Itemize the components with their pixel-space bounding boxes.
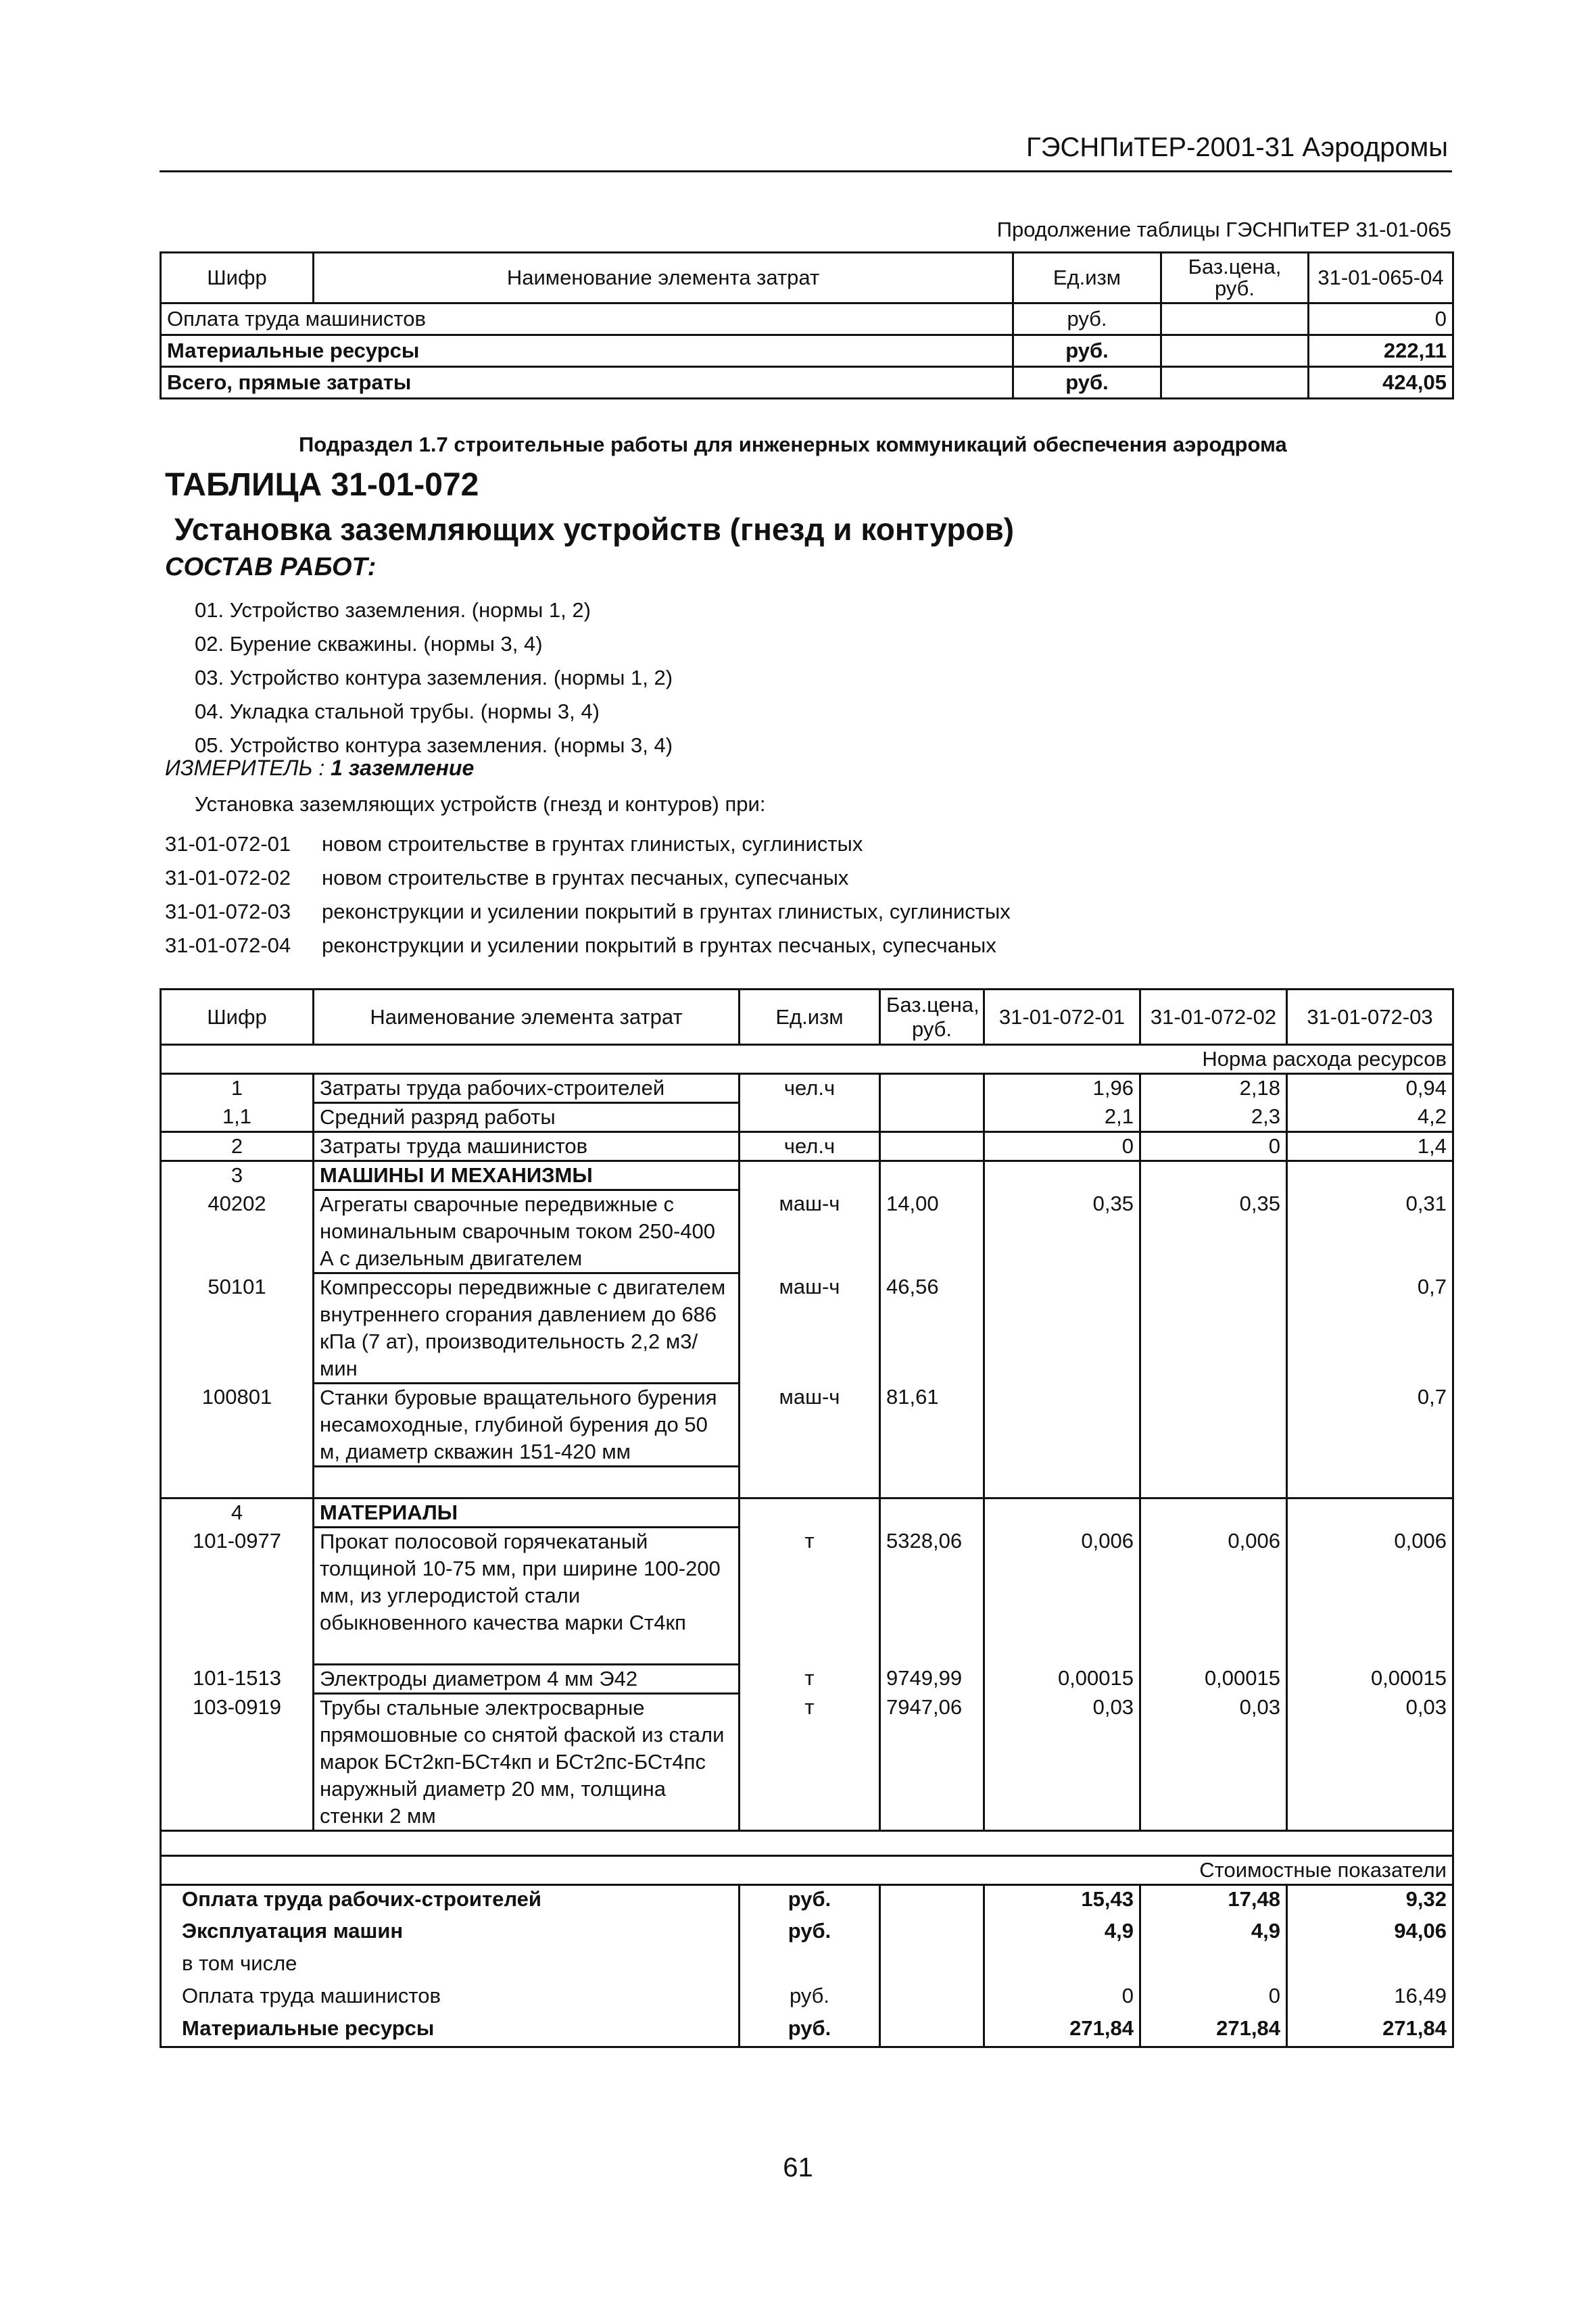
table-row [161,1103,1453,1132]
cost-value-1: 15,43 [984,1885,1140,1918]
row-value-3: 0,00015 [1287,1665,1453,1694]
table-row [161,1074,1453,1103]
table-row [161,1528,1453,1665]
row-value: 424,05 [1309,367,1453,399]
cost-name: Оплата труда машинистов [161,1982,740,2015]
row-price [880,1161,984,1190]
table-title: Установка заземляющих устройств (гнезд и контуров) [174,512,1015,547]
table-row [161,1665,1453,1694]
row-price: 7947,06 [880,1694,984,1831]
table-row [161,367,1453,399]
row-value-3: 0,006 [1287,1528,1453,1665]
row-price [880,1498,984,1528]
variant-item [165,861,1011,895]
row-price: 81,61 [880,1384,984,1467]
row-value-2: 2,3 [1140,1103,1287,1132]
row-name: Затраты труда машинистов [314,1132,740,1161]
row-value-2 [1140,1498,1287,1528]
row-code: 4 [161,1498,314,1528]
cost-row [161,1885,1453,1918]
table-row [161,1694,1453,1831]
row-code: 103-0919 [161,1694,314,1831]
row-name: Средний разряд работы [314,1103,740,1132]
variant-text: реконструкции и усилении покрытий в грунтах глинистых, суглинистых [322,900,1011,923]
row-unit: маш-ч [740,1384,880,1467]
row-name: Оплата труда машинистов [161,303,1013,335]
cost-value-2: 4,9 [1140,1918,1287,1950]
row-value-2: 0,35 [1140,1190,1287,1273]
row-value-2: 0 [1140,1132,1287,1161]
row-value: 222,11 [1309,335,1453,367]
table-row [161,1161,1453,1190]
col-header-price: Баз.цена, руб. [880,990,984,1045]
row-unit [740,1103,880,1132]
row-name: Всего, прямые затраты [161,367,1013,399]
row-value-2 [1140,1384,1287,1467]
table-row [161,1498,1453,1528]
row-name: Станки буровые вращательного бурения несамоходные, глубиной бурения до 50 м, диаметр скважин 151-420 мм [314,1384,740,1467]
row-unit: маш-ч [740,1190,880,1273]
row-unit: чел.ч [740,1074,880,1103]
variant-text: новом строительстве в грунтах песчаных, супесчаных [322,866,849,890]
row-unit: руб. [1013,367,1161,399]
row-value-3 [1287,1161,1453,1190]
row-price [1161,335,1309,367]
row-value-2 [1140,1161,1287,1190]
row-name: Электроды диаметром 4 мм Э42 [314,1665,740,1694]
row-code: 50101 [161,1273,314,1384]
variant-code: 31-01-072-02 [165,866,291,890]
row-value-3 [1287,1498,1453,1528]
works-heading: СОСТАВ РАБОТ: [165,553,377,581]
cost-value-3: 271,84 [1287,2015,1453,2047]
col-header-code: Шифр [161,990,314,1045]
col-header-unit: Ед.изм [1013,253,1161,303]
variants-intro: Установка заземляющих устройств (гнезд и контуров) при: [195,792,766,816]
table-row [161,1132,1453,1161]
cost-unit: руб. [740,2015,880,2047]
row-name: МАШИНЫ И МЕХАНИЗМЫ [314,1161,740,1190]
cost-value-1 [984,1950,1140,1982]
cost-section-label: Стоимостные показатели [161,1856,1453,1885]
norms-table [160,988,1454,2048]
row-unit: руб. [1013,335,1161,367]
row-code: 40202 [161,1190,314,1273]
norm-section-label: Норма расхода ресурсов [161,1045,1453,1074]
row-price [880,1132,984,1161]
row-code: 1 [161,1074,314,1103]
row-code: 3 [161,1161,314,1190]
row-value-1 [984,1161,1140,1190]
cost-value-3 [1287,1950,1453,1982]
cost-unit: руб. [740,1982,880,2015]
variant-text: реконструкции и усилении покрытий в грунтах песчаных, супесчаных [322,933,996,957]
variant-code: 31-01-072-04 [165,933,291,957]
row-unit [740,1498,880,1528]
row-value-1: 0,03 [984,1694,1140,1831]
cost-value-3: 9,32 [1287,1885,1453,1918]
row-value-1: 2,1 [984,1103,1140,1132]
row-value-3: 4,2 [1287,1103,1453,1132]
cost-unit [740,1950,880,1982]
row-price [1161,303,1309,335]
col-header-code: Шифр [161,253,314,303]
row-name: МАТЕРИАЛЫ [314,1498,740,1528]
row-value-3: 0,03 [1287,1694,1453,1831]
variant-text: новом строительстве в грунтах глинистых, суглинистых [322,832,863,856]
row-unit: чел.ч [740,1132,880,1161]
running-header [160,127,1452,172]
row-value-1: 0 [984,1132,1140,1161]
cost-unit: руб. [740,1885,880,1918]
header-title: ГЭСНПиТЕР-2001-31 Аэродромы [1026,132,1448,162]
continuation-table [160,251,1454,399]
row-price: 9749,99 [880,1665,984,1694]
continuation-caption: Продолжение таблицы ГЭСНПиТЕР 31-01-065 [996,218,1451,241]
col-header-norm-1: 31-01-072-01 [984,990,1140,1045]
variant-code: 31-01-072-03 [165,900,291,923]
cost-name: в том числе [161,1950,740,1982]
table-row [161,1273,1453,1384]
variant-code: 31-01-072-01 [165,832,291,856]
row-code: 2 [161,1132,314,1161]
row-value-2: 2,18 [1140,1074,1287,1103]
cost-value-2: 0 [1140,1982,1287,2015]
row-value-2: 0,03 [1140,1694,1287,1831]
table-row [161,1190,1453,1273]
col-header-name: Наименование элемента затрат [314,253,1013,303]
row-unit: т [740,1694,880,1831]
row-name: Затраты труда рабочих-строителей [314,1074,740,1103]
operation-item: 03. Устройство контура заземления. (нормы 1, 2) [195,666,673,689]
cost-row [161,1950,1453,1982]
row-unit: т [740,1528,880,1665]
cost-row [161,1982,1453,2015]
row-unit: маш-ч [740,1273,880,1384]
cost-value-2: 17,48 [1140,1885,1287,1918]
cost-row [161,1918,1453,1950]
cost-value-2 [1140,1950,1287,1982]
row-price [1161,367,1309,399]
row-value-3: 0,7 [1287,1273,1453,1384]
row-code: 101-1513 [161,1665,314,1694]
row-value-3: 0,31 [1287,1190,1453,1273]
col-header-norm-2: 31-01-072-02 [1140,990,1287,1045]
variant-item [165,895,1011,929]
row-value-1 [984,1384,1140,1467]
row-value-3: 1,4 [1287,1132,1453,1161]
row-unit: т [740,1665,880,1694]
cost-value-3: 94,06 [1287,1918,1453,1950]
row-unit [740,1161,880,1190]
cost-value-1: 0 [984,1982,1140,2015]
row-name: Агрегаты сварочные передвижные с номинальным сварочным током 250-400 А с дизельным двигателем [314,1190,740,1273]
row-code: 100801 [161,1384,314,1467]
cost-value-2: 271,84 [1140,2015,1287,2047]
operation-item: 01. Устройство заземления. (нормы 1, 2) [195,598,591,622]
col-header-norm-3: 31-01-072-03 [1287,990,1453,1045]
table-row [161,303,1453,335]
cost-name: Эксплуатация машин [161,1918,740,1950]
page-number: 61 [783,2153,813,2183]
variants-list [165,827,1011,962]
table-code: ТАБЛИЦА 31-01-072 [165,467,479,503]
row-name: Компрессоры передвижные с двигателем внутреннего сгорания давлением до 686 кПа (7 ат), производительность 2,2 м3/мин [314,1273,740,1384]
cost-row [161,2015,1453,2047]
row-value-1 [984,1273,1140,1384]
row-name: Прокат полосовой горячекатаный толщиной 10-75 мм, при ширине 100-200 мм, из углеродистой стали обыкновенного качества марки Ст4кп [314,1528,740,1665]
col-header-norm: 31-01-065-04 [1309,253,1453,303]
row-value-1: 0,00015 [984,1665,1140,1694]
variant-item [165,929,1011,962]
table-row [161,1384,1453,1467]
row-value-1: 0,35 [984,1190,1140,1273]
table-row [161,335,1453,367]
row-value-1: 0,006 [984,1528,1140,1665]
operations-list [195,593,673,762]
col-header-price: Баз.цена, руб. [1161,253,1309,303]
row-price: 5328,06 [880,1528,984,1665]
cost-name: Оплата труда рабочих-строителей [161,1885,740,1918]
row-price: 46,56 [880,1273,984,1384]
row-name: Трубы стальные электросварные прямошовные со снятой фаской из стали марок БСт2кп-БСт4кп и БСт2пс-БСт4пс наружный диаметр 20 мм, толщина стенки 2 мм [314,1694,740,1831]
row-price [880,1103,984,1132]
row-name: Материальные ресурсы [161,335,1013,367]
subsection-heading: Подраздел 1.7 строительные работы для инженерных коммуникаций обеспечения аэродрома [299,433,1287,456]
row-price: 14,00 [880,1190,984,1273]
cost-value-3: 16,49 [1287,1982,1453,2015]
row-price [880,1074,984,1103]
row-value-3: 0,7 [1287,1384,1453,1467]
row-unit: руб. [1013,303,1161,335]
col-header-name: Наименование элемента затрат [314,990,740,1045]
row-value: 0 [1309,303,1453,335]
measure-value: 1 заземление [331,756,475,780]
cost-name: Материальные ресурсы [161,2015,740,2047]
measure-line [165,756,474,781]
cost-value-1: 4,9 [984,1918,1140,1950]
row-code: 1,1 [161,1103,314,1132]
row-value-1: 1,96 [984,1074,1140,1103]
row-value-2: 0,00015 [1140,1665,1287,1694]
row-value-3: 0,94 [1287,1074,1453,1103]
row-value-2 [1140,1273,1287,1384]
row-value-2: 0,006 [1140,1528,1287,1665]
col-header-unit: Ед.изм [740,990,880,1045]
operation-item: 05. Устройство контура заземления. (нормы 3, 4) [195,733,673,757]
measure-label: ИЗМЕРИТЕЛЬ : [165,756,325,780]
row-code: 101-0977 [161,1528,314,1665]
operation-item: 04. Укладка стальной трубы. (нормы 3, 4) [195,700,600,723]
row-value-1 [984,1498,1140,1528]
cost-unit: руб. [740,1918,880,1950]
cost-value-1: 271,84 [984,2015,1140,2047]
variant-item [165,827,1011,861]
operation-item: 02. Бурение скважины. (нормы 3, 4) [195,632,543,656]
